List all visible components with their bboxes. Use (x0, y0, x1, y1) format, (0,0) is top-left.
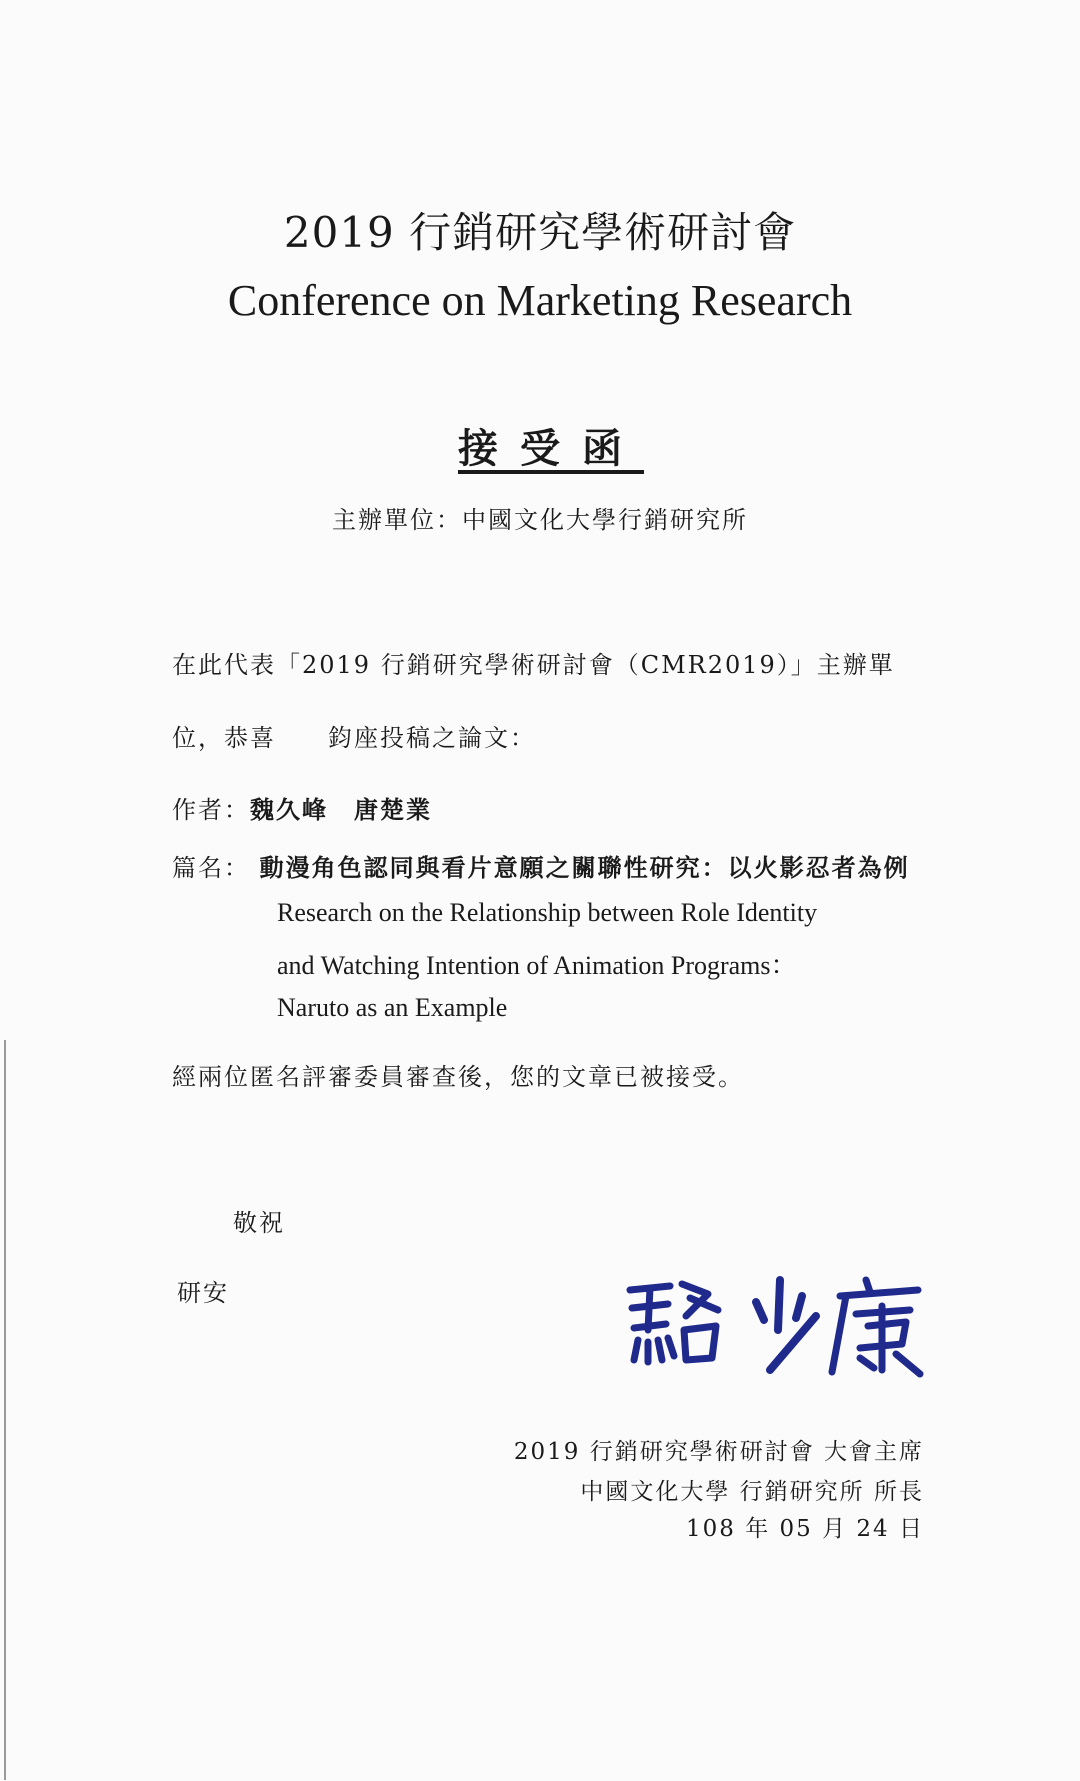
title-label: 篇名： (172, 854, 250, 882)
scan-edge-line (4, 1040, 6, 1780)
footer-director-line: 中國文化大學 行銷研究所 所長 (580, 1479, 924, 1505)
signature-char-3 (832, 1280, 920, 1374)
author-name-2: 唐楚業 (354, 795, 432, 824)
footer-date: 108 年 05 月 24 日 (686, 1516, 924, 1542)
document-type-heading: 接受函 (458, 425, 644, 472)
closing-salutation-1: 敬祝 (233, 1209, 285, 1237)
closing-salutation-2: 研安 (177, 1279, 229, 1307)
paper-title-english-line-1: Research on the Relationship between Role Identity (277, 898, 818, 927)
conference-title-english: Conference on Marketing Research (227, 276, 853, 325)
body-line-1: 在此代表「2019 行銷研究學術研討會（CMR2019）」主辦單 (172, 651, 895, 679)
footer-chair-line: 2019 行銷研究學術研討會 大會主席 (513, 1439, 924, 1465)
acceptance-statement: 經兩位匿名評審委員審查後，您的文章已被接受。 (172, 1063, 744, 1091)
paper-title-english-line-3: Naruto as an Example (277, 993, 508, 1022)
author-name-1: 魏久峰 (250, 795, 328, 824)
body-line-2: 位，恭喜 鈞座投稿之論文： (172, 724, 536, 752)
organizer-line: 主辦單位：中國文化大學行銷研究所 (332, 506, 748, 534)
paper-title-line (172, 848, 910, 883)
signature-char-2 (756, 1280, 816, 1370)
conference-title-chinese: 2019 行銷研究學術研討會 (283, 208, 797, 257)
paper-title-chinese: 動漫角色認同與看片意願之關聯性研究：以火影忍者為例 (259, 853, 910, 882)
author-label: 作者： (172, 796, 250, 824)
signature-char-1 (630, 1284, 718, 1362)
handwritten-signature (620, 1270, 930, 1380)
author-line (172, 790, 432, 825)
paper-title-english-line-2: and Watching Intention of Animation Programs： (277, 951, 797, 980)
